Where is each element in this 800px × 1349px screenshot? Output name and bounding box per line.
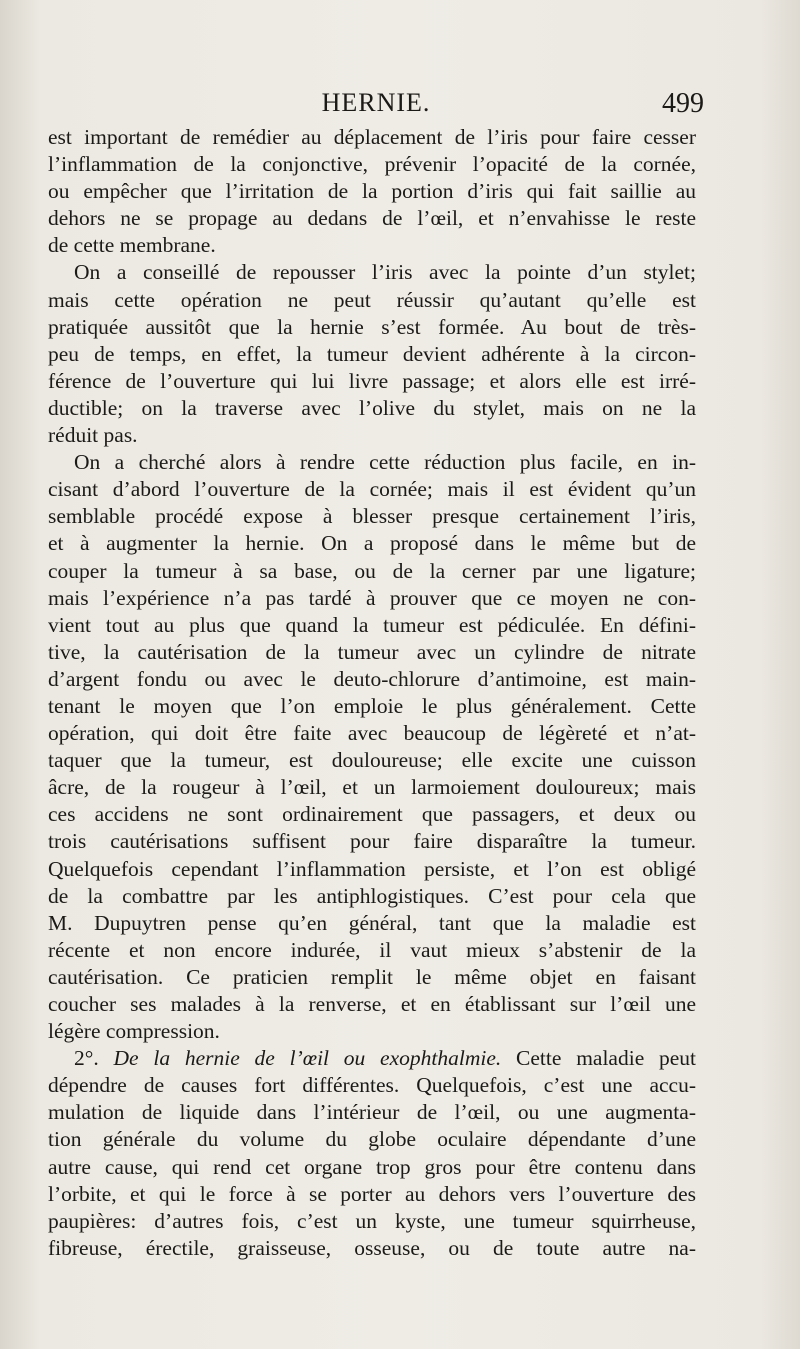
text-line: ou empêcher que l’irritation de la portion d’iris qui fait saillie au <box>48 179 696 204</box>
text-line: opération, qui doit être faite avec beaucoup de légèreté et n’at- <box>48 721 696 746</box>
text-line: taquer que la tumeur, est douloureuse; elle excite une cuisson <box>48 748 696 773</box>
running-title: HERNIE. <box>321 88 431 117</box>
page-header <box>48 88 704 124</box>
text-line: cautérisation. Ce praticien remplit le même objet en faisant <box>48 964 696 989</box>
section-first-line-rest: Cette maladie peut <box>516 1046 696 1071</box>
text-line: tion générale du volume du globe oculaire dépendante d’une <box>48 1127 696 1152</box>
text-line: férence de l’ouverture qui lui livre passage; et alors elle est irré- <box>48 368 696 393</box>
text-line: Quelquefois cependant l’inflammation persiste, et l’on est obligé <box>48 856 696 881</box>
text-line: autre cause, qui rend cet organe trop gros pour être contenu dans <box>48 1154 696 1179</box>
page-number: 499 <box>662 88 704 119</box>
section-heading-line <box>48 1045 696 1072</box>
text-line: est important de remédier au déplacement de l’iris pour faire cesser <box>48 125 696 149</box>
text-line: mais l’expérience n’a pas tardé à prouver que ce moyen ne con- <box>48 585 696 610</box>
text-line: mais cette opération ne peut réussir qu’autant qu’elle est <box>48 287 696 312</box>
text-line: coucher ses malades à la renverse, et en établissant sur l’œil une <box>48 992 696 1016</box>
text-line: paupières: d’autres fois, c’est un kyste, une tumeur squirrheuse, <box>48 1208 696 1233</box>
text-line: ductible; on la traverse avec l’olive du stylet, mais on ne la <box>48 395 696 420</box>
text-line: vient tout au plus que quand la tumeur est pédiculée. En défini- <box>48 612 696 637</box>
text-line: cisant d’abord l’ouverture de la cornée; mais il est évident qu’un <box>48 477 696 502</box>
text-line: tenant le moyen que l’on emploie le plus généralement. Cette <box>48 693 696 718</box>
text-line: et à augmenter la hernie. On a proposé dans le même but de <box>48 531 696 556</box>
text-line: dehors ne se propage au dedans de l’œil, et n’envahisse le reste <box>48 206 696 231</box>
text-line: légère compression. <box>48 1019 220 1044</box>
text-line: M. Dupuytren pense qu’en général, tant que la maladie est <box>48 910 696 935</box>
text-line: dépendre de causes fort différentes. Quelquefois, c’est une accu- <box>48 1073 696 1098</box>
text-line: récente et non encore indurée, il vaut mieux s’abstenir de la <box>48 937 696 962</box>
paragraphs-before-section <box>48 124 696 1045</box>
text-line: ces accidens ne sont ordinairement que passagers, et deux ou <box>48 802 696 827</box>
text-line: tive, la cautérisation de la tumeur avec un cylindre de nitrate <box>48 639 696 664</box>
text-line: On a conseillé de repousser l’iris avec la pointe d’un stylet; <box>74 260 696 285</box>
text-line: réduit pas. <box>48 423 138 448</box>
text-line: pratiquée aussitôt que la hernie s’est formée. Au bout de très- <box>48 314 696 339</box>
text-line: de la combattre par les antiphlogistiques. C’est pour cela que <box>48 883 696 908</box>
body-text <box>48 124 696 1262</box>
text-line: On a cherché alors à rendre cette réduction plus facile, en in- <box>74 450 696 475</box>
text-line: semblable procédé expose à blesser presque certainement l’iris, <box>48 504 696 529</box>
text-line: trois cautérisations suffisent pour faire disparaître la tumeur. <box>48 829 696 854</box>
text-line: l’inflammation de la conjonctive, prévenir l’opacité de la cornée, <box>48 152 696 177</box>
section-number: 2°. <box>74 1046 99 1071</box>
text-line: couper la tumeur à sa base, ou de la cerner par une ligature; <box>48 558 696 583</box>
text-line: l’orbite, et qui le force à se porter au dehors vers l’ouverture des <box>48 1181 696 1206</box>
text-line: de cette membrane. <box>48 233 216 258</box>
text-line: mulation de liquide dans l’intérieur de l’œil, ou une augmenta- <box>48 1100 696 1125</box>
text-line: d’argent fondu ou avec le deuto-chlorure d’antimoine, est main- <box>48 666 696 691</box>
text-line: fibreuse, érectile, graisseuse, osseuse, ou de toute autre na- <box>48 1235 696 1260</box>
paragraphs-after-section <box>48 1072 696 1262</box>
text-line: âcre, de la rougeur à l’œil, et un larmoiement douloureux; mais <box>48 775 696 800</box>
section-title: De la hernie de l’œil ou exophthalmie. <box>113 1046 502 1071</box>
text-line: peu de temps, en effet, la tumeur devient adhérente à la circon- <box>48 341 696 366</box>
